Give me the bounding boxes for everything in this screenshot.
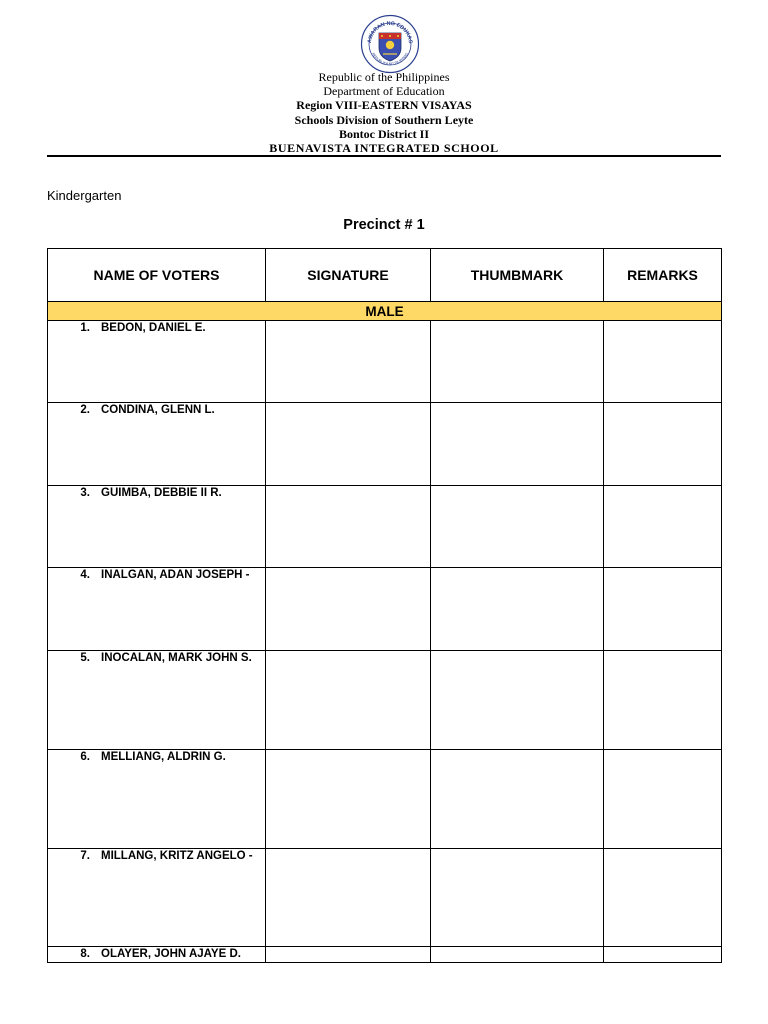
deped-seal-logo — [360, 14, 420, 74]
voter-name-cell — [48, 568, 266, 651]
voter-name-cell — [48, 651, 266, 750]
voter-name: OLAYER, JOHN AJAYE D. — [101, 948, 241, 960]
voter-number: 8. — [80, 948, 90, 960]
table-row — [48, 568, 722, 651]
table-row — [48, 651, 722, 750]
section-label: Kindergarten — [47, 188, 122, 203]
signature-cell[interactable] — [266, 651, 431, 750]
voter-name-cell — [48, 321, 266, 403]
header-country: Republic of the Philippines — [318, 70, 450, 84]
thumbmark-cell[interactable] — [431, 750, 604, 849]
column-header-thumbmark: THUMBMARK — [431, 249, 604, 302]
thumbmark-cell[interactable] — [431, 486, 604, 568]
voter-number: 5. — [80, 652, 90, 664]
remarks-cell[interactable] — [604, 568, 722, 651]
signature-cell[interactable] — [266, 486, 431, 568]
voter-name-cell — [48, 403, 266, 486]
voter-number: 6. — [80, 751, 90, 763]
voter-name: GUIMBA, DEBBIE II R. — [101, 487, 222, 499]
voter-number: 7. — [80, 850, 90, 862]
group-label: MALE — [48, 302, 722, 321]
voter-number: 1. — [80, 322, 90, 334]
signature-cell[interactable] — [266, 568, 431, 651]
voter-name-cell — [48, 486, 266, 568]
thumbmark-cell[interactable] — [431, 403, 604, 486]
remarks-cell[interactable] — [604, 947, 722, 963]
signature-cell[interactable] — [266, 750, 431, 849]
voter-name-cell — [48, 849, 266, 947]
column-header-remarks: REMARKS — [604, 249, 722, 302]
header-district: Bontoc District II — [339, 126, 429, 141]
seal-top-text: AWARAN NG EDUKAS — [366, 20, 414, 44]
voter-number: 2. — [80, 404, 90, 416]
header-school: BUENAVISTA INTEGRATED SCHOOL — [269, 141, 499, 156]
signature-cell[interactable] — [266, 947, 431, 963]
voter-name: MELLIANG, ALDRIN G. — [101, 751, 226, 763]
remarks-cell[interactable] — [604, 651, 722, 750]
table-row — [48, 947, 722, 963]
column-header-signature: SIGNATURE — [266, 249, 431, 302]
voter-name: INOCALAN, MARK JOHN S. — [101, 652, 252, 664]
header-divider — [47, 155, 721, 157]
thumbmark-cell[interactable] — [431, 568, 604, 651]
voter-number: 3. — [80, 487, 90, 499]
voter-name-cell — [48, 750, 266, 849]
table-row — [48, 403, 722, 486]
table-row — [48, 486, 722, 568]
thumbmark-cell[interactable] — [431, 849, 604, 947]
remarks-cell[interactable] — [604, 849, 722, 947]
header-department: Department of Education — [323, 84, 445, 99]
voters-table — [47, 248, 722, 963]
thumbmark-cell[interactable] — [431, 651, 604, 750]
voter-name: INALGAN, ADAN JOSEPH - — [101, 569, 250, 581]
voter-name-cell — [48, 947, 266, 963]
seal-bottom-text: REPUBLIKA NG PILIPINAS — [371, 52, 409, 67]
header-region: Region VIII-EASTERN VISAYAS — [296, 98, 472, 113]
precinct-title: Precinct # 1 — [343, 217, 425, 233]
signature-cell[interactable] — [266, 403, 431, 486]
table-header-row — [48, 249, 722, 302]
voter-number: 4. — [80, 569, 90, 581]
voter-name: BEDON, DANIEL E. — [101, 322, 206, 334]
remarks-cell[interactable] — [604, 750, 722, 849]
header-division: Schools Division of Southern Leyte — [294, 112, 474, 127]
voter-name: MILLANG, KRITZ ANGELO - — [101, 850, 253, 862]
table-row — [48, 321, 722, 403]
remarks-cell[interactable] — [604, 486, 722, 568]
table-row — [48, 750, 722, 849]
remarks-cell[interactable] — [604, 403, 722, 486]
thumbmark-cell[interactable] — [431, 947, 604, 963]
remarks-cell[interactable] — [604, 321, 722, 403]
letterhead — [0, 70, 768, 155]
column-header-name: NAME OF VOTERS — [48, 249, 266, 302]
group-row-male — [48, 302, 722, 321]
thumbmark-cell[interactable] — [431, 321, 604, 403]
signature-cell[interactable] — [266, 321, 431, 403]
signature-cell[interactable] — [266, 849, 431, 947]
voter-name: CONDINA, GLENN L. — [101, 404, 215, 416]
table-row — [48, 849, 722, 947]
